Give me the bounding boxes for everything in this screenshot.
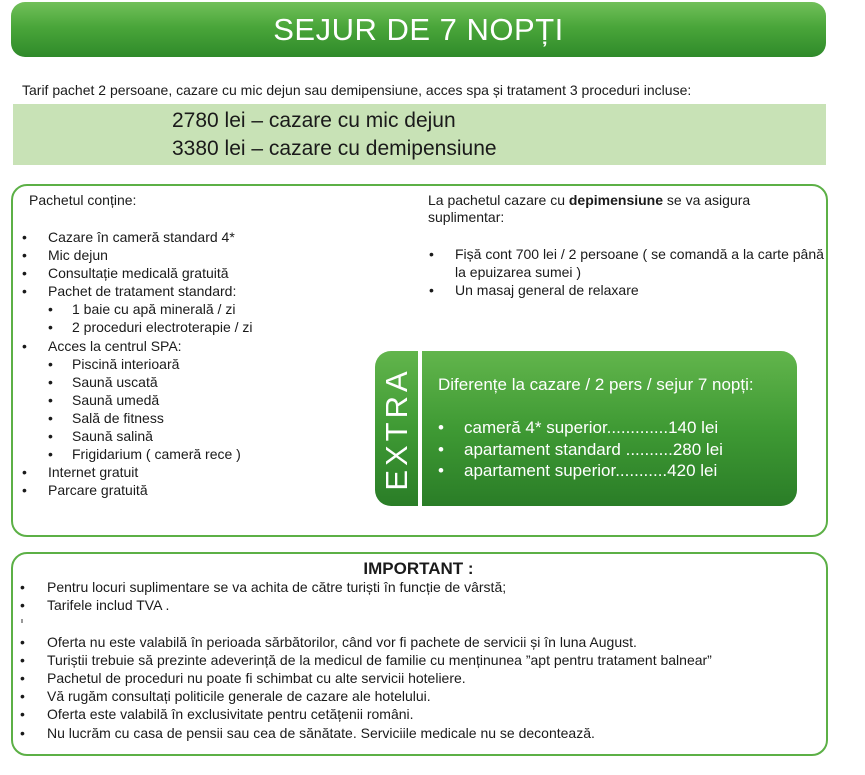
list-item: • Pachetul de proceduri nu poate fi schimbat cu alte servicii hoteliere. (47, 669, 712, 687)
extra-title: Diferențe la cazare / 2 pers / sejur 7 nopți: (438, 375, 754, 394)
sub-list-item: • Saună umedă (48, 391, 253, 409)
half-board-title (428, 192, 823, 226)
sub-list-item: • Saună salină (48, 427, 253, 445)
list-item: • Vă rugăm consultați politicile generale de cazare ale hotelului. (47, 687, 712, 705)
list-item: • Parcare gratuită (48, 481, 253, 499)
page-title: SEJUR DE 7 NOPȚI (273, 12, 564, 47)
sub-list-item: • 1 baie cu apă minerală / zi (48, 300, 253, 318)
list-item: • Nu lucrăm cu casa de pensii sau cea de sănătate. Serviciile medicale nu se decontează. (47, 724, 712, 742)
list-item: • apartament superior...........420 lei (464, 460, 723, 482)
sub-list-item: • Piscină interioară (48, 355, 253, 373)
sub-list-item: • Frigidarium ( cameră rece ) (48, 445, 253, 463)
list-item: • Oferta este valabilă în exclusivitate pentru cetățenii români. (47, 705, 712, 723)
price-box (13, 104, 826, 165)
intro-text: Tarif pachet 2 persoane, cazare cu mic dejun sau demipensiune, acces spa și tratament 3 proceduri incluse: (22, 82, 692, 98)
list-item: • Internet gratuit (48, 463, 253, 481)
list-item: • Turiștii trebuie să prezinte adeverință de la medicul de familie cu menținunea ”apt pentru tratament balnear” (47, 651, 712, 669)
extra-label: EXTRA (379, 367, 414, 491)
stray-mark (21, 619, 23, 623)
list-item: • cameră 4* superior.............140 lei (464, 417, 723, 439)
important-title: IMPORTANT : (363, 559, 474, 578)
list-item: • apartament standard ..........280 lei (464, 439, 723, 461)
important-list (47, 578, 712, 742)
list-item: • Consultație medicală gratuită (48, 264, 253, 282)
list-item: • Cazare în cameră standard 4* (48, 228, 253, 246)
extra-panel (375, 351, 797, 506)
package-list (48, 228, 253, 499)
list-item: • Mic dejun (48, 246, 253, 264)
price-breakfast: 2780 lei – cazare cu mic dejun (172, 109, 456, 132)
list-item: • Pentru locuri suplimentare se va achita de către turiști în funcție de vârstă; (47, 578, 712, 596)
list-item: • Fișă cont 700 lei / 2 persoane ( se comandă a la carte până la epuizarea sumei ) (455, 245, 825, 281)
half-board-title-bold: depimensiune (568, 192, 664, 208)
list-item: • Oferta nu este valabilă în perioada sărbătorilor, când vor fi pachete de servicii și în luna August. (47, 633, 712, 651)
extra-list (464, 417, 723, 482)
price-half-board: 3380 lei – cazare cu demipensiune (172, 137, 497, 160)
half-board-title-pre: La pachetul cazare cu (428, 192, 569, 208)
sub-list-item: • 2 proceduri electroterapie / zi (48, 318, 253, 336)
list-item: • Tarifele includ TVA . (47, 596, 712, 614)
extra-divider (418, 351, 422, 506)
sub-list-item: • Sală de fitness (48, 409, 253, 427)
sub-list-item: • Saună uscată (48, 373, 253, 391)
package-title: Pachetul conține: (29, 192, 137, 208)
list-item: • Pachet de tratament standard: (48, 282, 253, 300)
list-item: • Acces la centrul SPA: (48, 337, 253, 355)
list-item: • Un masaj general de relaxare (455, 281, 825, 299)
half-board-title-post: se va asigura suplimentar: (428, 192, 751, 225)
half-board-list (455, 245, 825, 299)
page-title-banner (11, 2, 826, 57)
